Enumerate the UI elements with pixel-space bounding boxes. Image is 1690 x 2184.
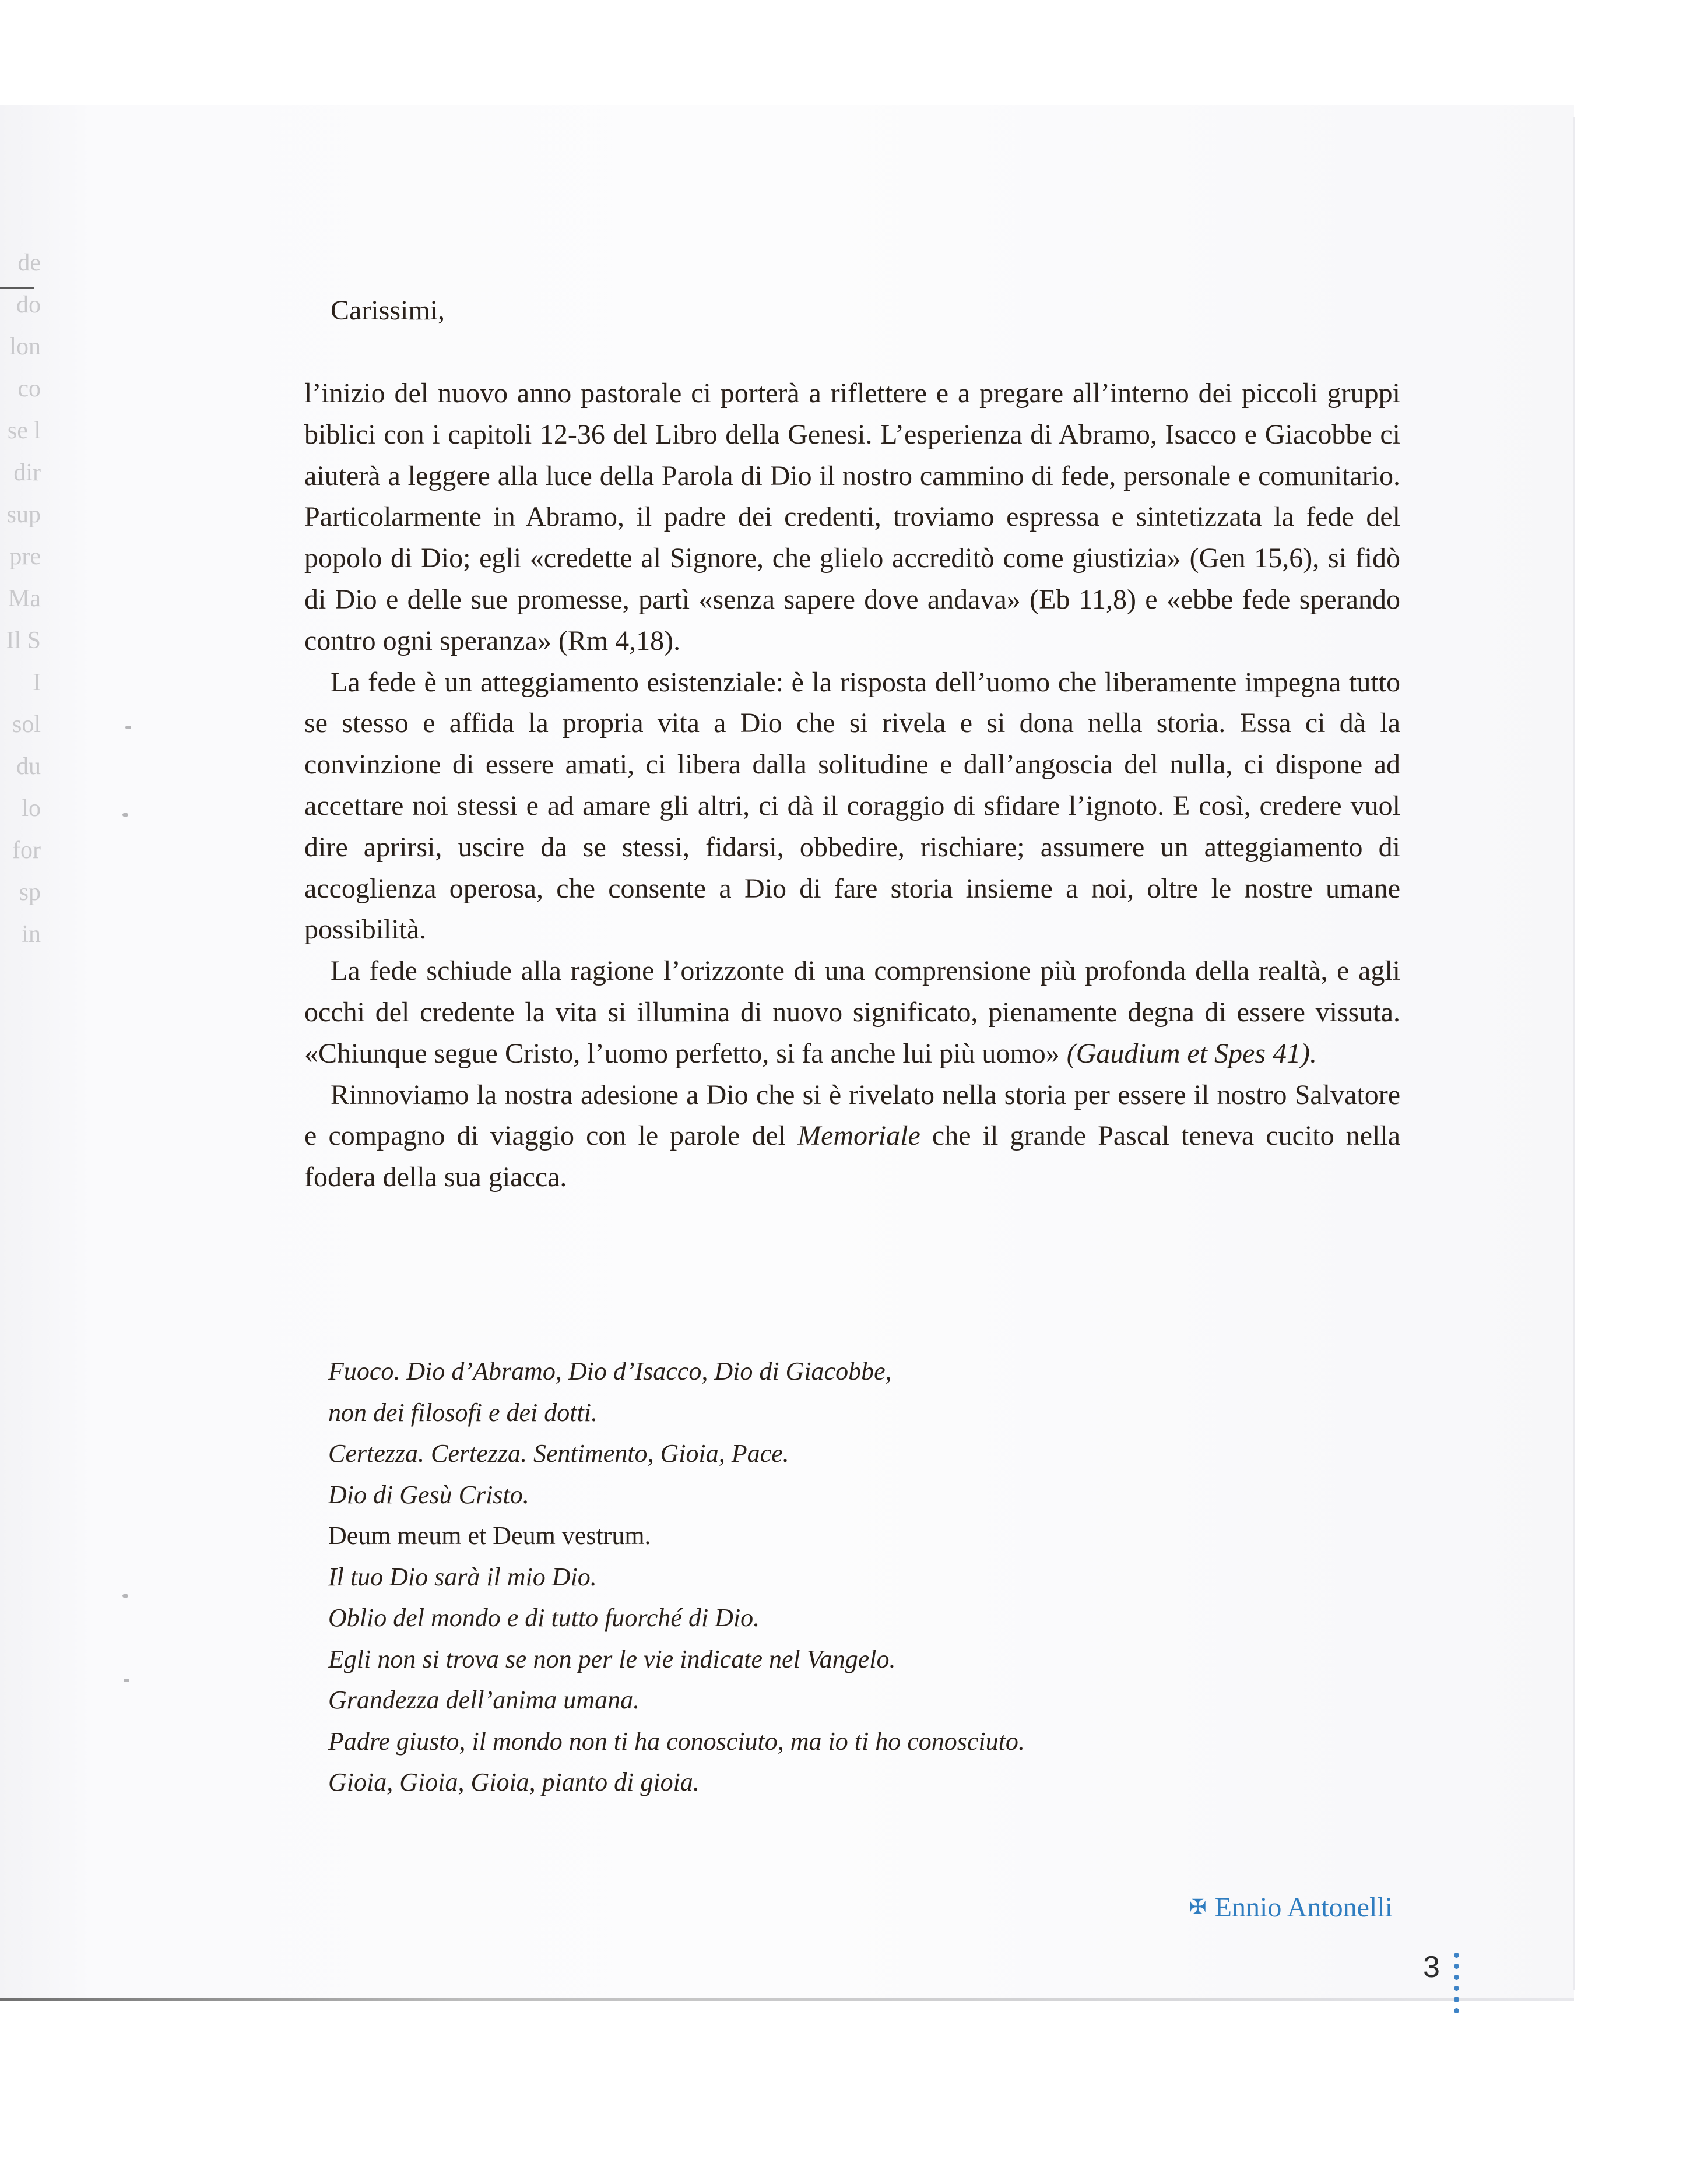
bleed-fragment: de: [17, 249, 41, 276]
ornament-dot: [1454, 2008, 1459, 2013]
scan-speck: [122, 1594, 128, 1598]
ornament-dot: [1454, 1975, 1459, 1980]
bleed-fragment: dir: [13, 459, 41, 486]
bleed-fragment: Ma: [8, 585, 41, 612]
scan-speck: [125, 726, 131, 729]
bleed-fragment: Il S: [6, 627, 41, 654]
scan-speck: [124, 1679, 129, 1682]
memoriale-line: Fuoco. Dio d’Abramo, Dio d’Isacco, Dio di Giacobbe,: [328, 1357, 892, 1385]
memoriale-quote: [328, 1351, 1025, 1803]
bleed-fragment: co: [17, 375, 41, 402]
memoriale-line: Grandezza dell’anima umana.: [328, 1686, 640, 1714]
bleed-fragment: in: [22, 921, 41, 948]
letter-body: [304, 373, 1400, 1198]
memoriale-line: Il tuo Dio sarà il mio Dio.: [328, 1562, 597, 1591]
memoriale-title: Memoriale: [797, 1120, 920, 1152]
bleed-fragment: for: [12, 837, 41, 864]
bleed-through-text: [0, 242, 41, 955]
signature: [1189, 1890, 1393, 1925]
bleed-fragment: se l: [7, 417, 41, 444]
memoriale-line: Certezza. Certezza. Sentimento, Gioia, Pace.: [328, 1439, 789, 1468]
paragraph-memoriale-intro: [304, 1075, 1400, 1198]
bleed-fragment: sol: [12, 711, 41, 738]
signature-name: Ennio Antonelli: [1214, 1892, 1393, 1923]
salutation: Carissimi,: [331, 295, 445, 326]
bleed-fragment: pre: [9, 543, 41, 570]
cross-icon: ✠: [1189, 1895, 1207, 1919]
bleed-fragment: I: [33, 669, 41, 696]
bleed-fragment: sup: [6, 501, 41, 528]
ornament-dot: [1454, 1964, 1459, 1969]
bleed-fragment: do: [16, 291, 41, 318]
ornament-dot: [1454, 1997, 1459, 2002]
page-number: 3: [1423, 1950, 1440, 1984]
page-dots-ornament: [1454, 1953, 1461, 2019]
page-bottom-edge: [0, 1998, 1574, 2001]
memoriale-line: Egli non si trova se non per le vie indicate nel Vangelo.: [328, 1644, 896, 1673]
paragraph-reason-text: La fede schiude alla ragione l’orizzonte di una comprensione più profonda della realtà, e agli occhi del credente la vita si illumina di nuovo significato, pienamente degna di essere vissuta. «Chiunque segue Cristo, l’uomo perfetto, si fa anche lui più uomo»: [304, 955, 1400, 1069]
memoriale-line-latin: Deum meum et Deum vestrum.: [328, 1521, 651, 1550]
memoriale-line: non dei filosofi e dei dotti.: [328, 1398, 598, 1427]
ornament-dot: [1454, 1986, 1459, 1991]
ornament-dot: [1454, 1953, 1459, 1958]
memoriale-intro-before: Rinnoviamo la nostra adesione a Dio che si è rivelato nella storia per essere il nostro Salvatore e compagno di viaggio con le parole del: [304, 1079, 1400, 1152]
paragraph-faith: La fede è un atteggiamento esistenziale: è la risposta dell’uomo che liberamente impegna tutto se stesso e affida la propria vita a Dio che si rivela e si dona nella storia. Essa ci dà la convinzione di essere amati, ci libera dalla solitudine e dall’angoscia del nulla, ci dispone ad accettare noi stessi e ad amare gli altri, ci dà il coraggio di sfidare l’ignoto. E così, credere vuol dire aprirsi, uscire da se stessi, fidarsi, obbedire, rischiare; assumere un atteggiamento di accoglienza operosa, che consente a Dio di fare storia insieme a noi, oltre le nostre umane possibilità.: [304, 666, 1400, 945]
bleed-fragment: lon: [9, 333, 41, 360]
bleed-fragment: du: [16, 753, 41, 780]
memoriale-intro-after: che il grande Pascal teneva cucito nella fodera della sua giacca.: [304, 1120, 1401, 1193]
bleed-fragment: lo: [22, 795, 41, 822]
gaudium-et-spes-citation: (Gaudium et Spes 41).: [1066, 1038, 1317, 1069]
scan-speck: [122, 813, 128, 817]
bleed-fragment: sp: [19, 879, 41, 906]
memoriale-line: Padre giusto, il mondo non ti ha conosciuto, ma io ti ho conosciuto.: [328, 1726, 1025, 1756]
page-right-edge: [1573, 117, 1575, 1990]
memoriale-line: Dio di Gesù Cristo.: [328, 1480, 529, 1509]
memoriale-line: Oblio del mondo e di tutto fuorché di Dio.: [328, 1603, 760, 1632]
memoriale-line: Gioia, Gioia, Gioia, pianto di gioia.: [328, 1768, 700, 1796]
paragraph-intro: l’inizio del nuovo anno pastorale ci porterà a riflettere e a pregare all’interno dei piccoli gruppi biblici con i capitoli 12-36 del Libro della Genesi. L’esperienza di Abramo, Isacco e Giacobbe ci aiuterà a leggere alla luce della Parola di Dio il nostro cammino di fede, personale e comunitario. Particolarmente in Abramo, il padre dei credenti, troviamo espressa e sintetizzata la fede del popolo di Dio; egli «credette al Signore, che glielo accreditò come giustizia» (Gen 15,6), si fidò di Dio e delle sue promesse, partì «senza sapere dove andava» (Eb 11,8) e «ebbe fede sperando contro ogni speranza» (Rm 4,18).: [304, 378, 1400, 656]
paragraph-reason: [304, 951, 1400, 1074]
